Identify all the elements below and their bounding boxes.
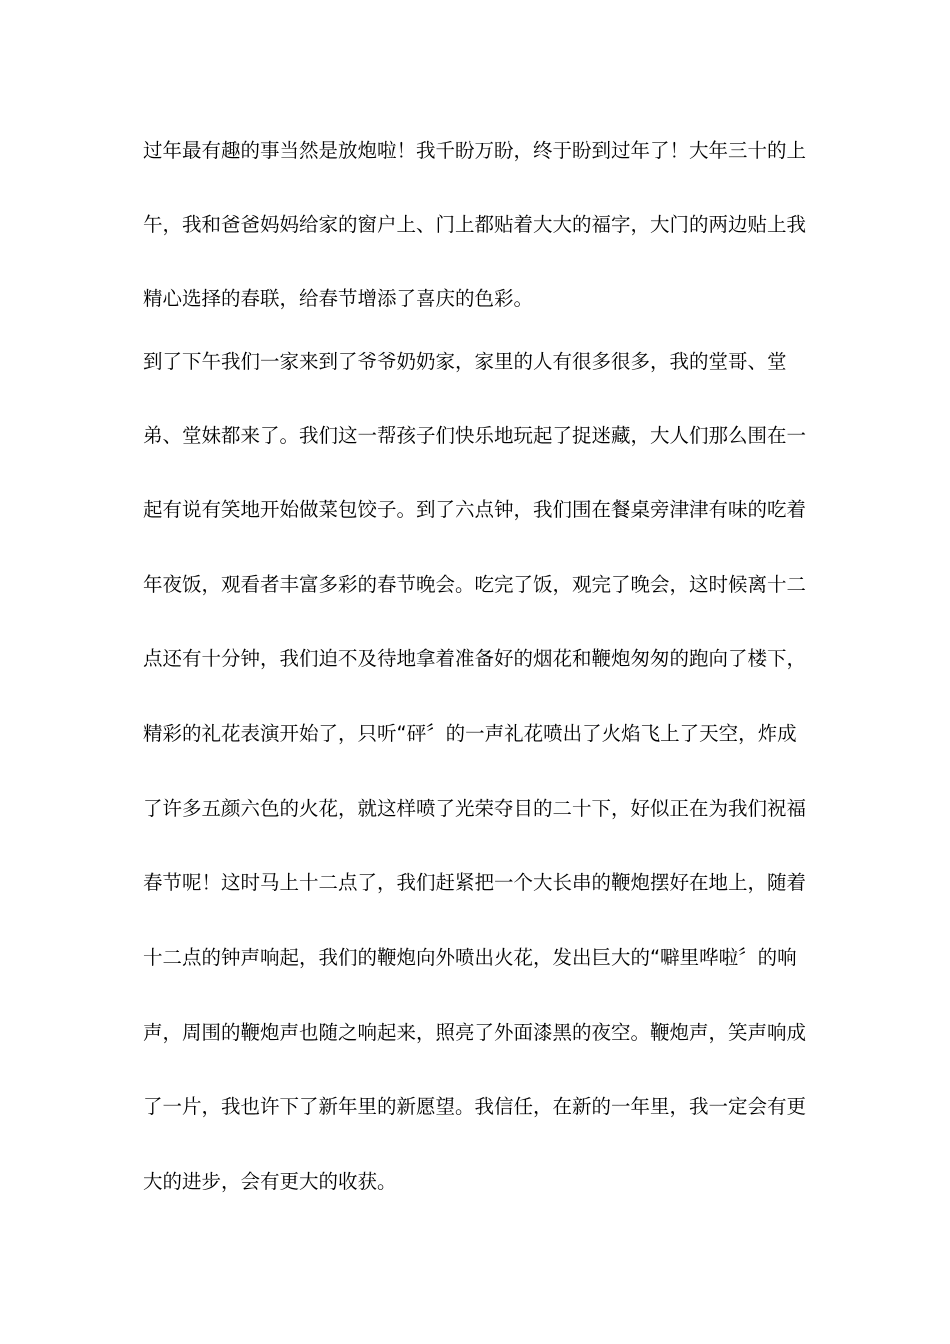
paragraph-2-line-1: 到了下午我们一家来到了爷爷奶奶家，家里的人有很多很多，我的堂哥、堂 [143, 350, 787, 373]
paragraph-2-line-3: 起有说有笑地开始做菜包饺子。到了六点钟，我们围在餐桌旁津津有味的吃着 [143, 498, 807, 521]
paragraph-2-line-9: 十二点的钟声响起，我们的鞭炮向外喷出火花，发出巨大的“噼里哗啦〞的响 [143, 946, 797, 969]
paragraph-2-line-4: 年夜饭，观看者丰富多彩的春节晚会。吃完了饭，观完了晚会，这时候离十二 [143, 573, 807, 596]
paragraph-2-line-11: 了一片，我也许下了新年里的新愿望。我信任，在新的一年里，我一定会有更 [143, 1095, 807, 1118]
paragraph-1-line-2: 午，我和爸爸妈妈给家的窗户上、门上都贴着大大的福字，大门的两边贴上我 [143, 213, 807, 236]
paragraph-2-line-5: 点还有十分钟，我们迫不及待地拿着准备好的烟花和鞭炮匆匆的跑向了楼下， [143, 647, 807, 670]
paragraph-2-line-10: 声，周围的鞭炮声也随之响起来，照亮了外面漆黑的夜空。鞭炮声，笑声响成 [143, 1021, 807, 1044]
paragraph-2-line-2: 弟、堂妹都来了。我们这一帮孩子们快乐地玩起了捉迷藏，大人们那么围在一 [143, 424, 807, 447]
paragraph-2-line-6: 精彩的礼花表演开始了，只听“砰〞的一声礼花喷出了火焰飞上了天空，炸成 [143, 722, 797, 745]
paragraph-1-line-1: 过年最有趣的事当然是放炮啦！我千盼万盼，终于盼到过年了！大年三十的上 [143, 139, 807, 162]
paragraph-2-line-7: 了许多五颜六色的火花，就这样喷了光荣夺目的二十下，好似正在为我们祝福 [143, 797, 807, 820]
paragraph-1-line-3: 精心选择的春联，给春节增添了喜庆的色彩。 [143, 287, 534, 310]
paragraph-2-line-8: 春节呢！这时马上十二点了，我们赶紧把一个大长串的鞭炮摆好在地上，随着 [143, 871, 807, 894]
paragraph-2-line-12: 大的进步，会有更大的收获。 [143, 1170, 397, 1193]
